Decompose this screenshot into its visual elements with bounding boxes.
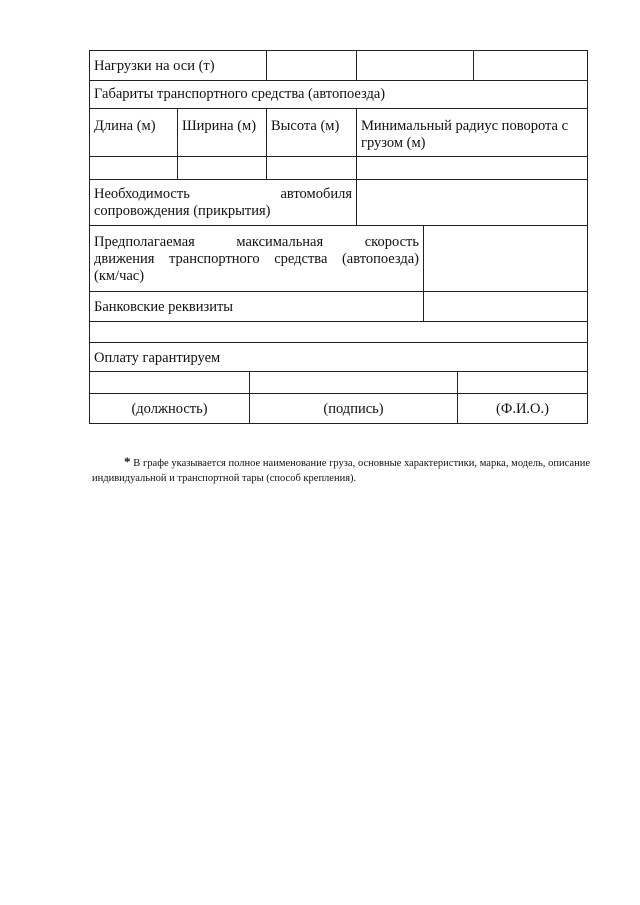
- axle-loads-label: Нагрузки на оси (т): [90, 51, 267, 80]
- height-value: [267, 157, 357, 179]
- position-caption: (должность): [90, 394, 250, 423]
- max-speed-value: [424, 226, 587, 291]
- max-speed-label-line-2: движения транспортного средства (автопоезда): [94, 251, 419, 267]
- dimensions-header-row: [89, 81, 588, 109]
- payment-guarantee-label: Оплату гарантируем: [94, 350, 221, 366]
- blank-row: [89, 322, 588, 343]
- max-speed-row: [89, 226, 588, 292]
- position-blank: [90, 372, 250, 393]
- signature-caption: (подпись): [250, 394, 458, 423]
- footnote-marker: *: [124, 454, 131, 469]
- footnote-text: В графе указывается полное наименование груза, основные характеристики, марка, модель, описание индивидуальной и транспортной тары (способ крепления).: [92, 458, 591, 484]
- full-name-blank: [458, 372, 587, 393]
- bank-details-label: Банковские реквизиты: [90, 292, 424, 321]
- max-speed-label-line-3: (км/час): [94, 268, 145, 284]
- dimensions-labels-row: [89, 109, 588, 157]
- axle-loads-value-1: [267, 51, 357, 80]
- min-turn-radius-label: Минимальный радиус поворота с грузом (м): [361, 118, 569, 151]
- bank-details-row: [89, 292, 588, 322]
- full-name-caption: (Ф.И.О.): [496, 401, 549, 417]
- dimensions-values-row: [89, 157, 588, 180]
- max-speed-label-line-1: Предполагаемая максимальная скорость: [94, 234, 419, 250]
- axle-loads-row: [89, 50, 588, 81]
- bank-details-value: [424, 292, 587, 321]
- axle-loads-value-2: [357, 51, 474, 80]
- min-turn-radius-value: [357, 157, 587, 179]
- signature-blank: [250, 372, 458, 393]
- axle-loads-value-3: [474, 51, 587, 80]
- blank-cell: [90, 322, 587, 342]
- footnote: [92, 454, 590, 486]
- height-label: Высота (м): [267, 109, 357, 156]
- signature-blanks-row: [89, 372, 588, 394]
- escort-label-line-1: Необходимость автомобиля: [94, 186, 352, 202]
- length-label: Длина (м): [90, 109, 178, 156]
- escort-label: [90, 180, 357, 225]
- width-value: [178, 157, 267, 179]
- signature-captions-row: [89, 394, 588, 424]
- length-value: [90, 157, 178, 179]
- escort-row: [89, 180, 588, 226]
- escort-value: [357, 180, 587, 225]
- max-speed-label: [90, 226, 424, 291]
- payment-guarantee-row: [89, 343, 588, 372]
- dimensions-header: Габариты транспортного средства (автопоезда): [94, 86, 386, 102]
- escort-label-line-2: сопровождения (прикрытия): [94, 203, 271, 219]
- width-label: Ширина (м): [178, 109, 267, 156]
